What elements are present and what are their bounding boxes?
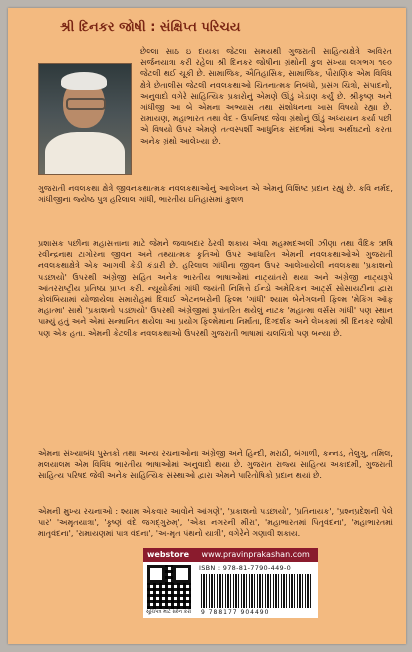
webstore-bar[interactable] bbox=[143, 548, 318, 562]
bio-paragraph-3: પ્રશાસક પછીના મહાસત્તાના માટે જેમને જવાબદાર ઠેરવી શકાય એવા મહમ્મદઅલી ઝીણા તથા વૈદિક ઋષિ રવીન્દ્રનાથ ટાગોરના જીવન અને તથ્યાત્મક કૃતિઓ ઉપર આધારિત એમની નવલકથાઓએ ગુજરાતી નવલકથાક્ષેત્રે એક આગવી કેડી કંડારી છે. હરિલાલ ગાંધીના જીવન ઉપર આલેખાયેલી નવલકથા 'પ્રકાશનો પડછાયો' ઉપરથી અંગ્રેજી સહિત અનેક ભારતીય ભાષાઓમાં નાટ્યાંતરો થયા અને અંગ્રેજી નાટ્યરૂપે આંતરરાષ્ટ્રીય પ્રતિષ્ઠા પ્રાપ્ત કરી. ન્યૂયોર્કમાં ગાંધી જયંતી નિમિત્તે ઈન્ડો અમેરિકન આર્ટ્સ સોસાયટીના દ્વારા કોલંબિયામાં યોજાયેલા સમારોહમાં દિવાઈ એટનબરોની ફિલ્મ 'ગાંધી' શ્યામ બેનેગલની ફિલ્મ 'મેકિંગ ઑફ મહાત્મા' સાથે 'પ્રકાશનો પડછાયો' ઉપરથી અંગ્રેજીમાં રૂપાંતરિત થયેલું નાટક 'મહાત્મા વર્સસ ગાંધી' પણ સ્થાન પામ્યું હતું અને એમાં સન્માનિત થયેલા આ પ્રયોગ ફિલ્મેમાના નિર્માતા, દિગ્દર્શક અને લેખકમાં શ્રી દિનકર જોષી પણ એક હતા. એમની કેટલીક નવલકથાઓ ઉપરથી ગુજરાતી ભાષામાં ચલચિત્રો પણ બન્યા છે. bbox=[38, 238, 393, 338]
bio-paragraph-2: ગુજરાતી નવલકથા ક્ષેત્રે જીવનકથાત્મક નવલકથાઓનું આલેખન એ એમનું વિશિષ્ટ પ્રદાન રહ્યું છે. કવિ નર્મદ, ગાંધીજીના જ્યેષ્ઠ પુત્ર હરિલાલ ગાંધી, ભારતીય ઇતિહાસમાં કુશળ bbox=[38, 183, 393, 205]
qr-code-icon[interactable] bbox=[147, 565, 191, 609]
author-hair bbox=[61, 72, 107, 90]
page-title: શ્રી દિનકર જોષી : સંક્ષિપ્ત પરિચય bbox=[60, 20, 241, 35]
publisher-footer bbox=[143, 548, 318, 618]
works-paragraph: એમની મુખ્ય રચનાઓ : શ્યામ એકવાર આવોને આંગણે', 'પ્રકાશનો પડછાયો', 'પ્રતિનાયક', 'પ્રશ્નપ્રદેશની પેલે પાર' 'અમૃતયાત્રા', 'કૃષ્ણં વંદે જગદ્ગુરુમ્', 'એકા નગરની મીરા', 'મહાભારતમાં પિતૃવંદના', 'મહાભારતમાં માતૃવંદના', 'રામાયણમાં પાત્ર વંદના', 'અ-મૃત પંથનો યાત્રી', વગેરેને ગણાવી શકાય. bbox=[38, 506, 393, 539]
book-back-cover bbox=[8, 8, 406, 644]
webstore-label: webstore bbox=[147, 550, 189, 559]
bio-paragraph-1: છેલ્લા સાઠ ઇ દાયકા જેટલા સમયથી ગુજરાતી સાહિત્યક્ષેત્રે અવિરત સર્જનયાત્રા કરી રહેલા શ્રી દિનકર જોષીના ગ્રંથોની કુલ સંખ્યા લગભગ ૧૯૦ જેટલી થઈ ચૂકી છે. સામાજિક, ઐતિહાસિક, સામાજિક, પૌરાણિક એમ વિવિધ ક્ષેત્રે છેતાલીસ જેટલી નવલકથાઓ ચિંતનાત્મક નિબંધો, પ્રસંગ ચિત્રો, સંપાદનો, અનુવાદો વગેરે સાહિત્યિક પ્રકારોનું એમણે ઊંડું ખેડાણ કર્યું છે. શ્રીકૃષ્ણ અને ગાંધીજી આ બે એમના અભ્યાસ તથા સંશોધનના ખાસ વિષયો રહ્યા છે. રામાયણ, મહાભારત તથા વેદ - ઉપનિષદ જેવા ગ્રંથોનું ઊંડું અધ્યયન કર્યા પછી એ વિષયો ઉપર એમણે તત્વસ્પર્શી આધુનિક સંદર્ભમાં એના અર્થઘટનો કરતા અનેક ગ્રંથો આલેખ્યા છે. bbox=[140, 46, 392, 146]
qr-caption: સૂચિપત્ર માટે સ્કેન કરો bbox=[146, 609, 192, 615]
author-photo bbox=[38, 63, 132, 175]
bio-paragraph-4: એમના સંખ્યાબંધ પુસ્તકો તથા અન્ય રચનાઓના અંગ્રેજી અને હિન્દી, મરાઠી, બંગાળી, કન્નડ, તેલુગુ, તમિલ, મલયાલમ એમ વિવિધ ભારતીય ભાષાઓમાં અનુવાદો થયા છે. ગુજરાત રાજ્ય સાહિત્ય અકાદમી, ગુજરાતી સાહિત્ય પરિષદ જેવી અનેક સાહિત્યિક સંસ્થાઓ દ્વારા એમને પારિતોષિકો પ્રદાન થયાં છે. bbox=[38, 448, 393, 481]
author-glasses bbox=[66, 98, 106, 110]
isbn-text: ISBN : 978-81-7790-449-0 bbox=[199, 564, 292, 572]
author-shirt bbox=[45, 132, 125, 175]
barcode-number: 9 788177 904490 bbox=[201, 609, 270, 616]
webstore-url[interactable]: www.pravinprakashan.com bbox=[201, 550, 310, 559]
barcode-icon bbox=[201, 574, 311, 608]
